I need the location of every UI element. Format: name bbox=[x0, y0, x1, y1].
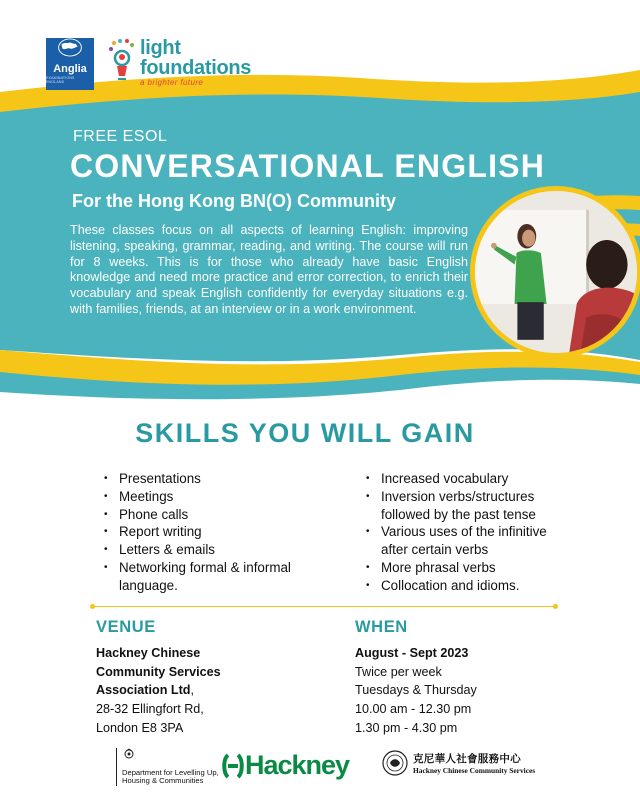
when-heading: WHEN bbox=[355, 618, 408, 636]
course-frequency: Twice per week bbox=[355, 664, 442, 679]
logo-text-light: light bbox=[140, 37, 181, 59]
when-details bbox=[355, 644, 575, 738]
anglia-logo bbox=[46, 38, 94, 90]
dluhc-line2: Housing & Communities bbox=[122, 776, 204, 786]
list-item: • Report writing bbox=[104, 523, 344, 541]
hccs-chinese-name: 克尼華人社會服務中心 bbox=[413, 753, 521, 765]
anglia-subtitle: EXAMINATIONS ENGLAND bbox=[46, 76, 75, 84]
venue-details bbox=[96, 644, 316, 738]
course-days: Tuesdays & Thursday bbox=[355, 683, 477, 698]
hero-description: These classes focus on all aspects of learning English: improving listening, speaking, grammar, reading, and writing. The course will run for 8 weeks. This is for those who already have basic English knowledge and need more practice and error correction, to enrich their vocabulary and speak English confidently for everyday situations e.g. with families, friends, at an interview or in a work environment. bbox=[70, 223, 468, 316]
list-item: • More phrasal verbs bbox=[366, 559, 586, 577]
section-divider bbox=[92, 606, 556, 607]
venue-address-line2: London E8 3PA bbox=[96, 720, 184, 735]
dluhc-logo bbox=[116, 748, 219, 786]
header-logos bbox=[46, 38, 251, 98]
skills-list-left bbox=[104, 470, 344, 595]
list-item: • Presentations bbox=[104, 470, 344, 488]
venue-address-line1: 28-32 Ellingfort Rd, bbox=[96, 702, 204, 717]
venue-name-comma: , bbox=[190, 683, 194, 698]
skills-heading: SKILLS YOU WILL GAIN bbox=[135, 418, 475, 448]
list-item: • Various uses of the infinitive after certain verbs bbox=[366, 523, 566, 559]
royal-crest-icon bbox=[123, 748, 135, 760]
venue-name-line3: Association Ltd bbox=[96, 683, 191, 698]
light-foundations-logo bbox=[108, 38, 251, 94]
hero-subtitle: For the Hong Kong BN(O) Community bbox=[72, 191, 396, 211]
list-item: • Collocation and idioms. bbox=[366, 577, 586, 595]
hackney-wordmark: Hackney bbox=[245, 750, 350, 780]
hackney-h-icon bbox=[222, 753, 244, 779]
course-time-slot-1: 10.00 am - 12.30 pm bbox=[355, 702, 472, 717]
venue-name-line1: Hackney Chinese bbox=[96, 646, 201, 660]
list-item: • Networking formal & informal language. bbox=[104, 559, 304, 595]
globe-icon bbox=[57, 38, 83, 57]
course-time-slot-2: 1.30 pm - 4.30 pm bbox=[355, 720, 458, 735]
hccs-logo bbox=[382, 750, 535, 776]
course-dates: August - Sept 2023 bbox=[355, 646, 469, 660]
dluhc-line1: Department for Levelling Up, bbox=[122, 767, 219, 777]
hero-kicker: FREE ESOL bbox=[73, 128, 168, 145]
list-item: • Phone calls bbox=[104, 506, 344, 524]
hero-title: CONVERSATIONAL ENGLISH bbox=[70, 148, 546, 184]
list-item: • Letters & emails bbox=[104, 541, 344, 559]
lightbulb-person-icon bbox=[108, 38, 136, 94]
list-item: • Meetings bbox=[104, 488, 344, 506]
hccs-english-name: Hackney Chinese Community Services bbox=[413, 766, 536, 775]
footer-partner-logos bbox=[0, 748, 640, 788]
hackney-logo bbox=[222, 752, 349, 779]
anglia-name: Anglia bbox=[53, 63, 87, 75]
logo-text-foundations: foundations bbox=[140, 57, 252, 79]
venue-name-line2: Community Services bbox=[96, 664, 221, 679]
logo-tagline: a brighter future bbox=[140, 78, 204, 87]
hccs-seal-icon bbox=[382, 750, 408, 776]
venue-heading: VENUE bbox=[96, 618, 156, 636]
classroom-photo bbox=[470, 186, 640, 358]
skills-list-right bbox=[366, 470, 586, 595]
list-item: • Increased vocabulary bbox=[366, 470, 586, 488]
list-item: • Inversion verbs/structures followed by the past tense bbox=[366, 488, 561, 524]
